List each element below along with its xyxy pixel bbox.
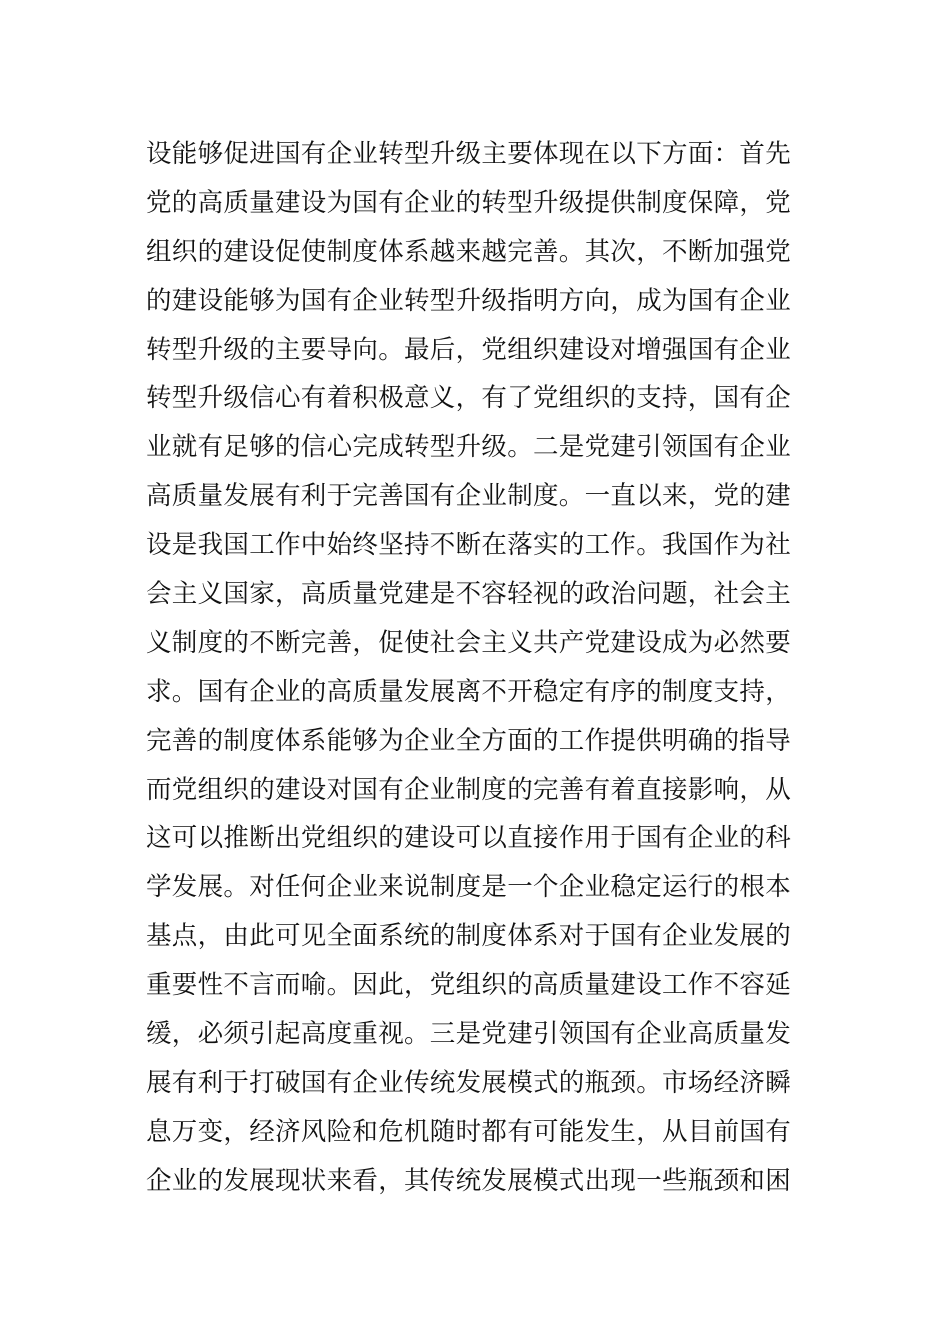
text-line: 义制度的不断完善，促使社会主义共产党建设成为必然要: [146, 627, 792, 658]
text-line: 转型升级信心有着积极意义，有了党组织的支持，国有企: [146, 383, 792, 414]
text-line: 企业的发展现状来看，其传统发展模式出现一些瓶颈和困: [146, 1165, 792, 1196]
text-line: 党的高质量建设为国有企业的转型升级提供制度保障，党: [146, 187, 792, 218]
text-line: 求。国有企业的高质量发展离不开稳定有序的制度支持，: [146, 676, 792, 707]
text-line: 缓，必须引起高度重视。三是党建引领国有企业高质量发: [146, 1019, 792, 1050]
text-line: 组织的建设促使制度体系越来越完善。其次，不断加强党: [146, 236, 792, 267]
text-line: 完善的制度体系能够为企业全方面的工作提供明确的指导: [146, 725, 792, 756]
text-line: 而党组织的建设对国有企业制度的完善有着直接影响，从: [146, 774, 792, 805]
text-line: 学发展。对任何企业来说制度是一个企业稳定运行的根本: [146, 872, 792, 903]
text-line: 基点，由此可见全面系统的制度体系对于国有企业发展的: [146, 921, 792, 952]
text-line: 设是我国工作中始终坚持不断在落实的工作。我国作为社: [146, 530, 792, 561]
text-line: 重要性不言而喻。因此，党组织的高质量建设工作不容延: [146, 970, 792, 1001]
text-line: 的建设能够为国有企业转型升级指明方向，成为国有企业: [146, 285, 792, 316]
text-line: 这可以推断出党组织的建设可以直接作用于国有企业的科: [146, 823, 792, 854]
text-line: 业就有足够的信心完成转型升级。二是党建引领国有企业: [146, 432, 792, 463]
text-line: 息万变，经济风险和危机随时都有可能发生，从目前国有: [146, 1116, 792, 1147]
text-line: 高质量发展有利于完善国有企业制度。一直以来，党的建: [146, 481, 792, 512]
text-line: 设能够促进国有企业转型升级主要体现在以下方面：首先: [146, 139, 792, 169]
text-line: 转型升级的主要导向。最后，党组织建设对增强国有企业: [146, 334, 792, 365]
text-line: 会主义国家，高质量党建是不容轻视的政治问题，社会主: [146, 579, 792, 610]
body-text: [146, 130, 816, 1206]
text-line: 展有利于打破国有企业传统发展模式的瓶颈。市场经济瞬: [146, 1067, 792, 1098]
